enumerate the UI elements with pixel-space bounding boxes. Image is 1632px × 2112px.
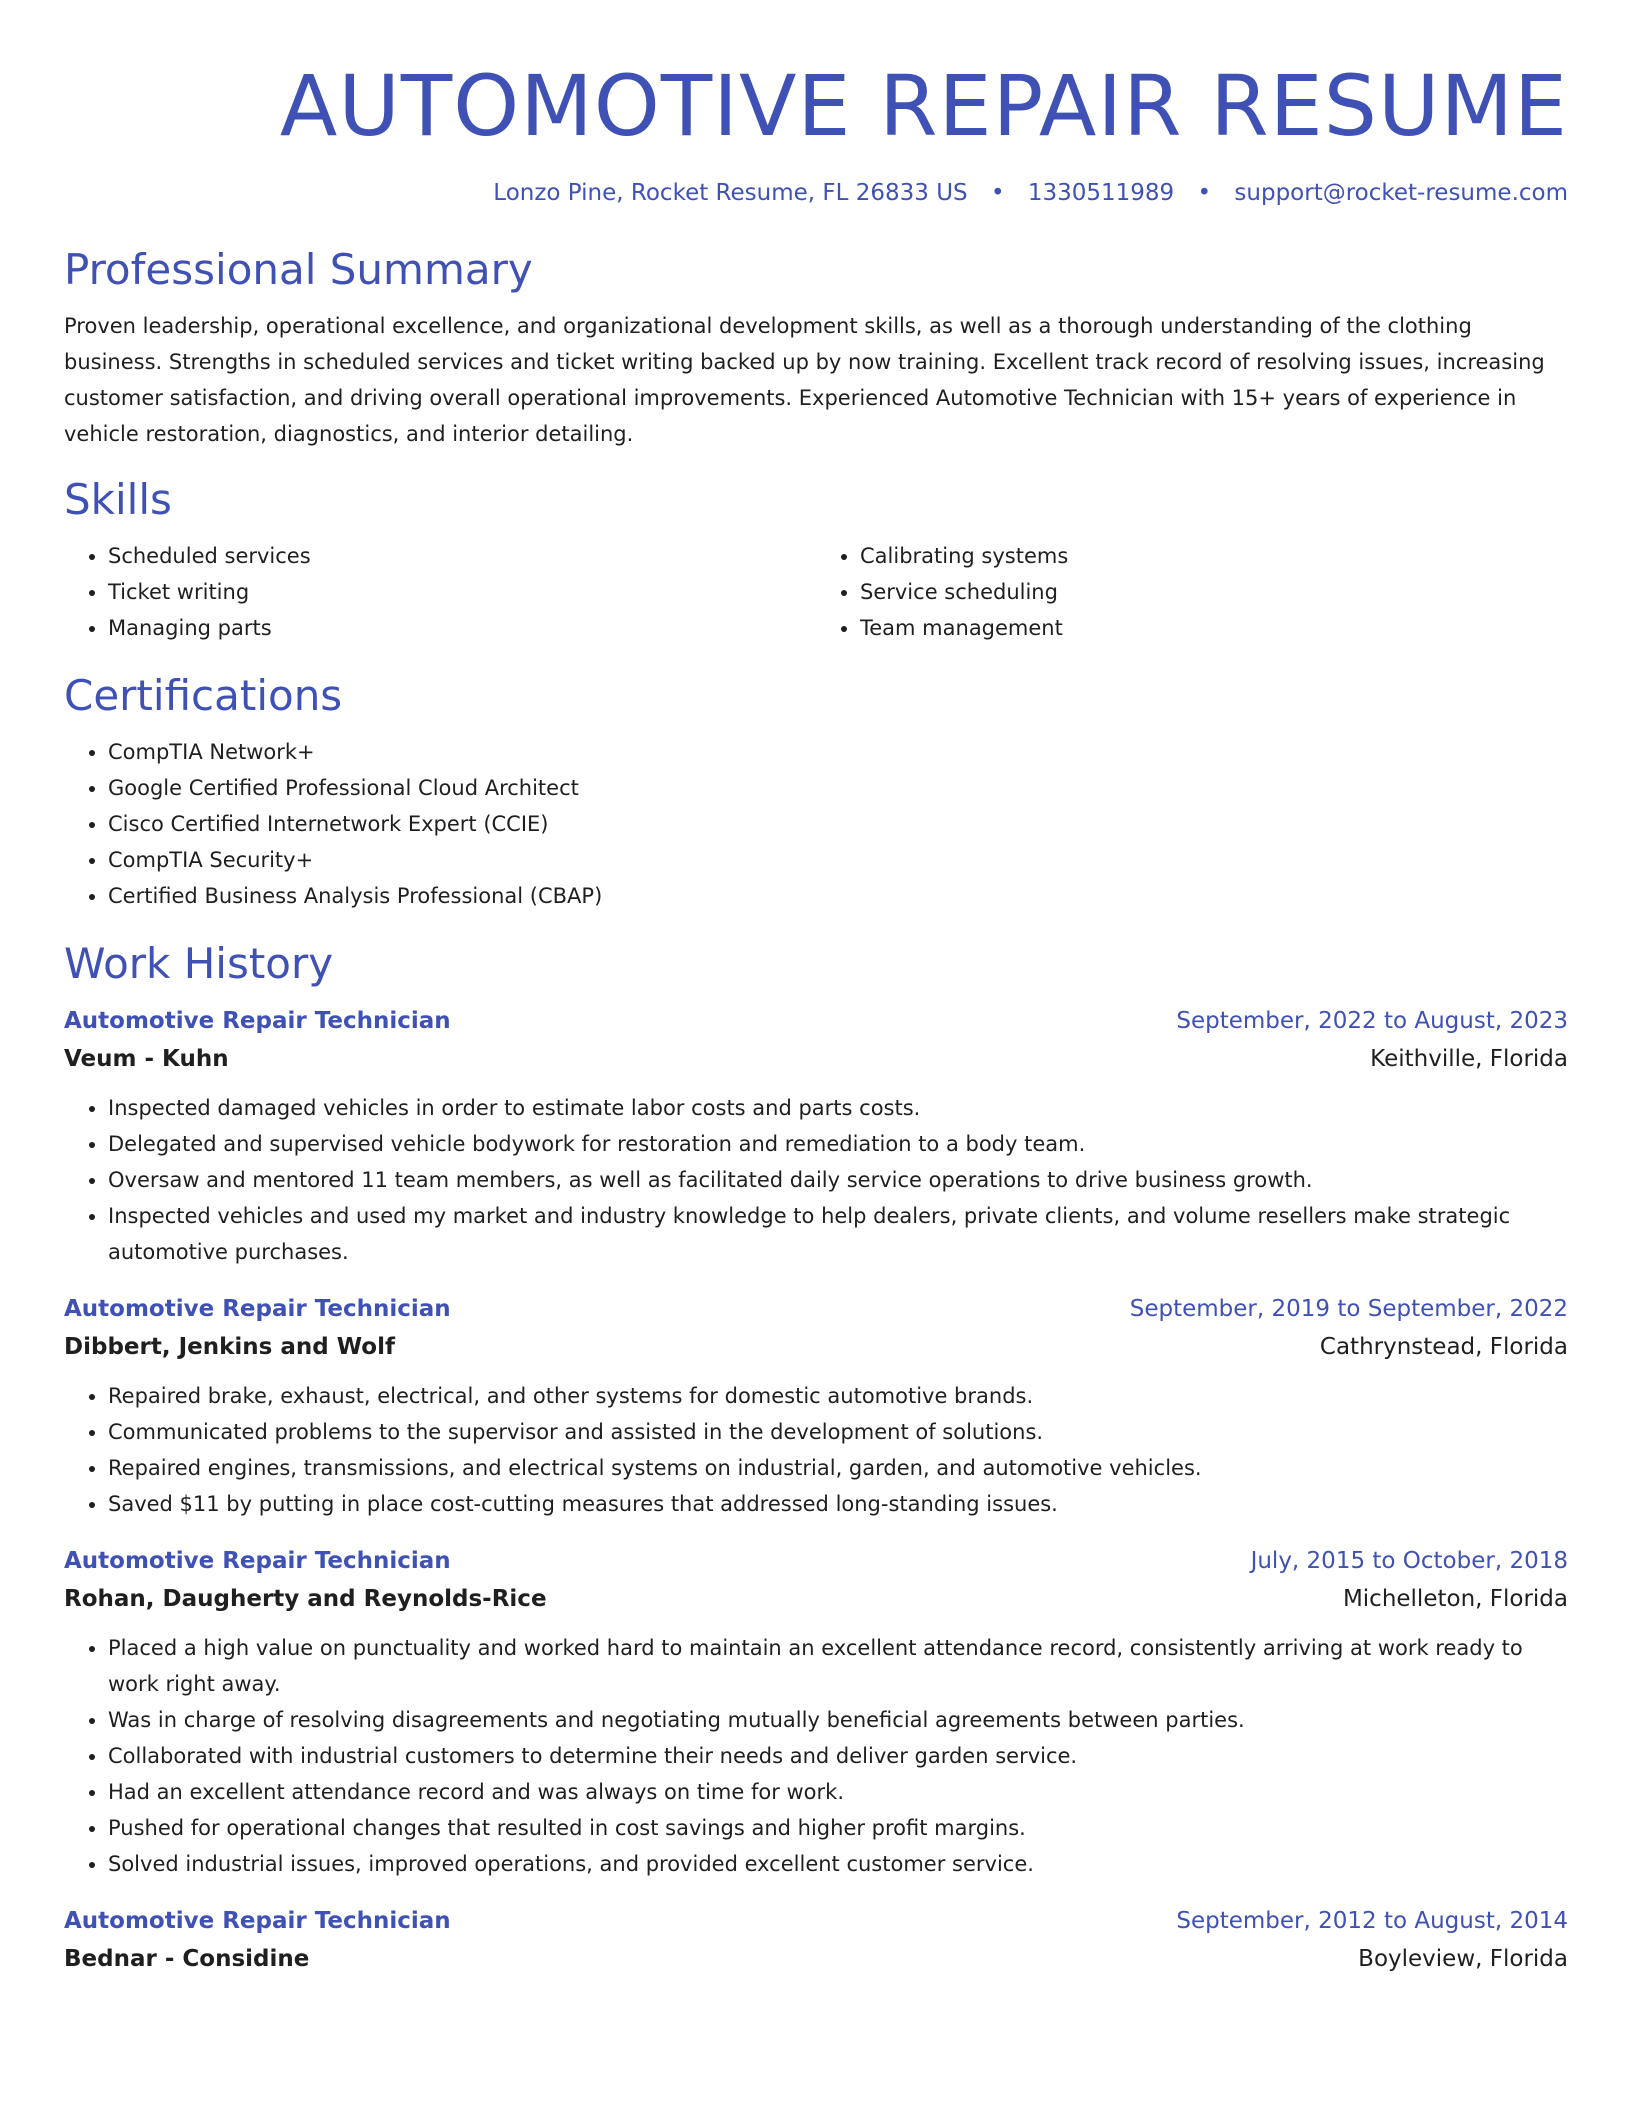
skill-item: • Calibrating systems — [860, 538, 1568, 574]
job-dates: September, 2022 to August, 2023 — [1176, 1008, 1568, 1034]
job-subheader — [64, 1040, 1568, 1078]
skill-item: • Scheduled services — [108, 538, 816, 574]
job-dates: September, 2012 to August, 2014 — [1176, 1908, 1568, 1934]
summary-heading: Professional Summary — [64, 245, 533, 294]
certifications-list — [64, 734, 1568, 914]
job-header — [64, 1290, 1568, 1328]
job-dates: July, 2015 to October, 2018 — [1250, 1548, 1568, 1574]
job-header — [64, 1902, 1568, 1940]
work-history-section — [64, 936, 1568, 1978]
skill-item: • Ticket writing — [108, 574, 816, 610]
summary-section — [64, 242, 1568, 452]
job-bullet: • Collaborated with industrial customers to determine their needs and deliver garden service. — [108, 1738, 1568, 1774]
skill-item: • Managing parts — [108, 610, 816, 646]
job-bullet: • Communicated problems to the supervisor and assisted in the development of solutions. — [108, 1414, 1568, 1450]
job-entry — [64, 1002, 1568, 1270]
contact-phone: 1330511989 — [1027, 180, 1175, 206]
contact-separator: • — [990, 180, 1005, 206]
job-bullet: • Was in charge of resolving disagreements and negotiating mutually beneficial agreements between parties. — [108, 1702, 1568, 1738]
job-company: Rohan, Daugherty and Reynolds-Rice — [64, 1586, 547, 1612]
summary-text: Proven leadership, operational excellence, and organizational development skills, as well as a thorough understanding of the clothing business. Strengths in scheduled services and ticket writing backed up by now training. Excellent track record of resolving issues, increasing customer satisfaction, and driving overall operational improvements. Experienced Automotive Technician with 15+ years of experience in vehicle restoration, diagnostics, and interior detailing. — [64, 314, 1545, 446]
job-company: Dibbert, Jenkins and Wolf — [64, 1334, 395, 1360]
job-location: Cathrynstead, Florida — [1319, 1334, 1568, 1360]
job-location: Boyleview, Florida — [1358, 1946, 1568, 1972]
job-bullet: • Repaired engines, transmissions, and electrical systems on industrial, garden, and automotive vehicles. — [108, 1450, 1568, 1486]
skills-heading: Skills — [64, 475, 172, 524]
job-title: Automotive Repair Technician — [64, 1296, 451, 1322]
certification-item: • Cisco Certified Internetwork Expert (CCIE) — [108, 806, 1568, 842]
resume-title: AUTOMOTIVE REPAIR RESUME — [279, 57, 1568, 155]
job-entry — [64, 1902, 1568, 1978]
certifications-heading: Certifications — [64, 671, 343, 720]
job-bullet: • Pushed for operational changes that resulted in cost savings and higher profit margins. — [108, 1810, 1568, 1846]
job-company: Bednar - Considine — [64, 1946, 310, 1972]
job-bullet: • Oversaw and mentored 11 team members, as well as facilitated daily service operations to drive business growth. — [108, 1162, 1568, 1198]
job-bullet: • Had an excellent attendance record and was always on time for work. — [108, 1774, 1568, 1810]
job-subheader — [64, 1328, 1568, 1366]
skills-columns — [64, 538, 1568, 646]
job-bullet: • Inspected vehicles and used my market and industry knowledge to help dealers, private clients, and volume resellers make strategic automotive purchases. — [108, 1198, 1568, 1270]
job-bullet: • Placed a high value on punctuality and worked hard to maintain an excellent attendance record, consistently arriving at work ready to work right away. — [108, 1630, 1568, 1702]
job-dates: September, 2019 to September, 2022 — [1129, 1296, 1568, 1322]
certification-item: • Certified Business Analysis Professional (CBAP) — [108, 878, 1568, 914]
job-bullet: • Saved $11 by putting in place cost-cutting measures that addressed long-standing issues. — [108, 1486, 1568, 1522]
job-header — [64, 1542, 1568, 1580]
job-bullets — [64, 1630, 1568, 1882]
certification-item: • CompTIA Security+ — [108, 842, 1568, 878]
job-title: Automotive Repair Technician — [64, 1908, 451, 1934]
job-bullet: • Delegated and supervised vehicle bodywork for restoration and remediation to a body team. — [108, 1126, 1568, 1162]
job-title: Automotive Repair Technician — [64, 1008, 451, 1034]
certification-item: • Google Certified Professional Cloud Architect — [108, 770, 1568, 806]
job-title: Automotive Repair Technician — [64, 1548, 451, 1574]
work-history-heading: Work History — [64, 939, 334, 988]
skills-list-left — [64, 538, 816, 646]
skills-section — [64, 472, 1568, 646]
skill-item: • Service scheduling — [860, 574, 1568, 610]
job-header — [64, 1002, 1568, 1040]
job-location: Keithville, Florida — [1370, 1046, 1568, 1072]
job-bullet: • Solved industrial issues, improved operations, and provided excellent customer service. — [108, 1846, 1568, 1882]
job-entry — [64, 1290, 1568, 1522]
contact-address: Lonzo Pine, Rocket Resume, FL 26833 US — [493, 180, 968, 206]
job-bullet: • Repaired brake, exhaust, electrical, and other systems for domestic automotive brands. — [108, 1378, 1568, 1414]
job-location: Michelleton, Florida — [1342, 1586, 1568, 1612]
contact-separator: • — [1197, 180, 1212, 206]
certification-item: • CompTIA Network+ — [108, 734, 1568, 770]
skills-list-right — [816, 538, 1568, 646]
job-subheader — [64, 1940, 1568, 1978]
contact-email[interactable]: support@rocket-resume.com — [1234, 180, 1568, 206]
contact-line — [64, 178, 1568, 208]
job-entry — [64, 1542, 1568, 1882]
job-subheader — [64, 1580, 1568, 1618]
job-bullets — [64, 1090, 1568, 1270]
job-bullet: • Inspected damaged vehicles in order to estimate labor costs and parts costs. — [108, 1090, 1568, 1126]
job-bullets — [64, 1378, 1568, 1522]
certifications-section — [64, 668, 1568, 914]
skill-item: • Team management — [860, 610, 1568, 646]
job-company: Veum - Kuhn — [64, 1046, 229, 1072]
